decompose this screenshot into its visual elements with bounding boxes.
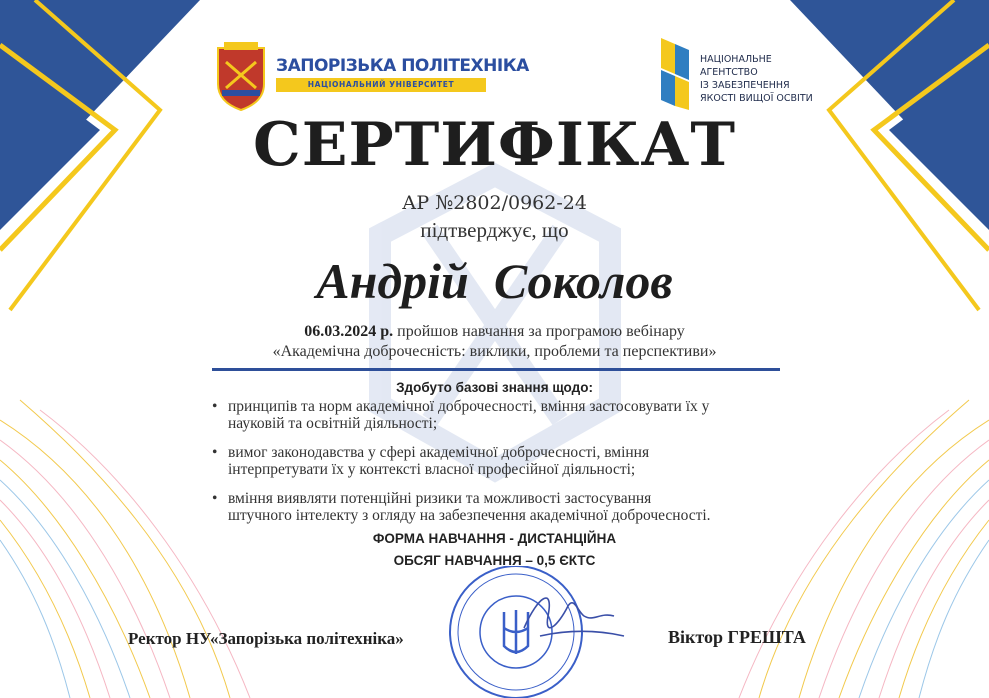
agency-line: ІЗ ЗАБЕЗПЕЧЕННЯ [700,80,790,91]
official-stamp [428,566,628,698]
agency-emblem-icon [655,36,695,112]
certificate-title: СЕРТИФІКАТ [252,110,737,180]
course-title: «Академічна доброчесність: виклики, проблеми та перспективи» [272,343,717,360]
list-item-line: штучного інтелекту з огляду на забезпечення академічної доброчесності. [228,507,711,524]
bullet: • [212,398,218,415]
course-description [0,322,989,362]
course-intro: пройшов навчання за програмою вебінару [393,323,685,340]
confirms-text: підтверджує, що [420,218,569,242]
list-item [212,398,792,432]
university-name: ЗАПОРІЗЬКА ПОЛІТЕХНІКА [276,56,529,76]
recipient-name: Андрій Соколов [316,253,673,309]
list-item-line: вимог законодавства у сфері академічної доброчесності, вміння [228,444,650,461]
university-logo [210,40,529,112]
study-volume: ОБСЯГ НАВЧАННЯ – 0,5 ЄКТС [393,553,596,568]
list-item [212,490,792,524]
bullet: • [212,444,218,461]
agency-line: ЯКОСТІ ВИЩОЇ ОСВІТИ [700,93,813,104]
rector-name: Віктор ГРЕШТА [668,627,806,647]
bullet: • [212,490,218,507]
list-item-line: вміння виявляти потенційні ризики та можливості застосування [228,490,652,507]
list-item-line: інтерпретувати їх у контексті власної професійної діяльності; [228,461,636,478]
knowledge-list [212,398,792,536]
list-item-line: принципів та норм академічної доброчесності, вміння застосовувати їх у [228,398,710,415]
agency-line: НАЦІОНАЛЬНЕ [700,54,772,65]
course-date: 06.03.2024 р. [304,323,394,340]
knowledge-heading: Здобуто базові знання щодо: [396,380,593,395]
list-item [212,444,792,478]
agency-line: АГЕНТСТВО [700,67,758,78]
university-subtitle: НАЦІОНАЛЬНИЙ УНІВЕРСИТЕТ [276,78,486,92]
section-divider [212,368,780,371]
agency-name [700,53,825,105]
university-crest-icon [210,40,272,112]
study-form: ФОРМА НАВЧАННЯ - ДИСТАНЦІЙНА [372,531,617,546]
rector-title: Ректор НУ«Запорізька політехніка» [128,629,404,648]
agency-logo [655,36,825,116]
list-item-line: науковій та освітній діяльності; [228,415,438,432]
certificate-number: АР №2802/0962-24 [402,192,587,214]
